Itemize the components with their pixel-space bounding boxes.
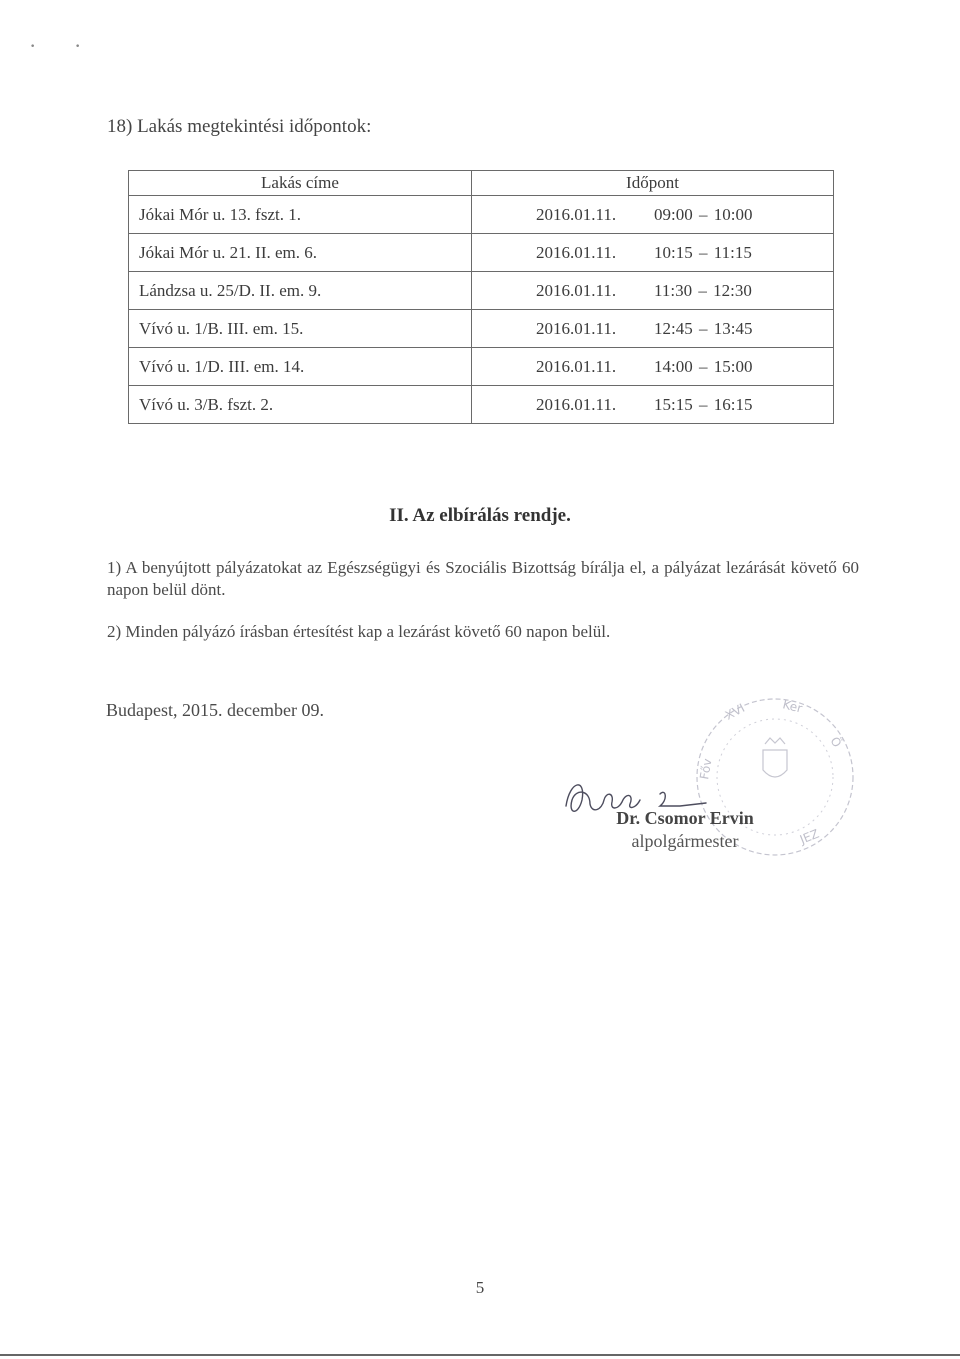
date-value: 2016.01.11. xyxy=(536,394,617,414)
date-value: 2016.01.11. xyxy=(536,204,617,224)
time-cell xyxy=(472,272,834,310)
table-row xyxy=(129,196,834,234)
svg-text:JEZ: JEZ xyxy=(797,826,822,847)
address-cell: Lándzsa u. 25/D. II. em. 9. xyxy=(129,272,472,310)
paragraph-2: 2) Minden pályázó írásban értesítést kap a lezárást követő 60 napon belül. xyxy=(107,622,611,641)
svg-text:Ker: Ker xyxy=(781,697,804,716)
column-header-time: Időpont xyxy=(472,171,834,196)
viewing-schedule-table xyxy=(128,170,834,424)
page-number: 5 xyxy=(475,1278,485,1297)
signer-name: Dr. Csomor Ervin xyxy=(616,808,754,828)
time-range: 15:15 – 16:15 xyxy=(654,394,753,414)
time-range: 11:30 – 12:30 xyxy=(654,280,752,300)
scan-mark: • xyxy=(30,42,36,52)
address-cell: Vívó u. 3/B. fszt. 2. xyxy=(129,386,472,424)
time-cell xyxy=(472,310,834,348)
svg-text:XVI: XVI xyxy=(722,700,748,723)
table-header-row xyxy=(129,171,834,196)
place-and-date: Budapest, 2015. december 09. xyxy=(106,700,324,720)
scan-mark: • xyxy=(75,42,81,52)
table-row xyxy=(129,348,834,386)
paragraph-1: 1) A benyújtott pályázatokat az Egészségügyi és Szociális Bizottság bírálja el, a pályázat lezárását követő 60 napon belül dönt. xyxy=(107,558,859,599)
time-range: 12:45 – 13:45 xyxy=(654,318,753,338)
time-range: 10:15 – 11:15 xyxy=(654,242,752,262)
footer-rule xyxy=(0,1354,960,1356)
section-2-title: II. Az elbírálás rendje. xyxy=(389,505,571,526)
svg-text:Ö: Ö xyxy=(827,734,845,750)
table-row xyxy=(129,234,834,272)
date-value: 2016.01.11. xyxy=(536,356,617,376)
column-header-address: Lakás címe xyxy=(129,171,472,196)
time-cell xyxy=(472,234,834,272)
address-cell: Vívó u. 1/D. III. em. 14. xyxy=(129,348,472,386)
time-cell xyxy=(472,348,834,386)
time-cell xyxy=(472,196,834,234)
date-value: 2016.01.11. xyxy=(536,318,617,338)
signature-block xyxy=(600,808,770,852)
date-value: 2016.01.11. xyxy=(536,242,617,262)
signer-title: alpolgármester xyxy=(631,831,739,851)
time-range: 09:00 – 10:00 xyxy=(654,204,753,224)
table-row xyxy=(129,272,834,310)
time-range: 14:00 – 15:00 xyxy=(654,356,753,376)
table-row xyxy=(129,310,834,348)
date-value: 2016.01.11. xyxy=(536,280,617,300)
svg-text:Főv: Főv xyxy=(697,757,715,781)
address-cell: Vívó u. 1/B. III. em. 15. xyxy=(129,310,472,348)
time-cell xyxy=(472,386,834,424)
address-cell: Jókai Mór u. 13. fszt. 1. xyxy=(129,196,472,234)
section-18-heading: 18) Lakás megtekintési időpontok: xyxy=(107,116,372,137)
table-row xyxy=(129,386,834,424)
address-cell: Jókai Mór u. 21. II. em. 6. xyxy=(129,234,472,272)
